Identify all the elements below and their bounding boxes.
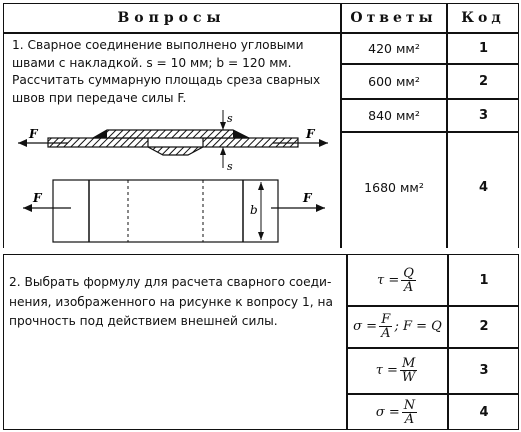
formula-4 xyxy=(348,394,447,430)
side-view xyxy=(18,110,328,168)
formula-lhs: τ = xyxy=(375,363,398,378)
formula-3 xyxy=(348,348,447,393)
question-2-line: прочность под действием внешней силы. xyxy=(9,314,278,328)
force-label-right: F xyxy=(306,127,315,141)
formula-lhs: σ = xyxy=(353,319,378,334)
fraction xyxy=(401,267,416,294)
force-label-left: F xyxy=(29,127,38,141)
question-1-line: швами с накладкой. s = 10 мм; b = 120 мм. xyxy=(12,55,292,70)
question-2-text xyxy=(9,273,344,332)
code-1: 1 xyxy=(478,40,489,56)
fraction xyxy=(402,399,417,426)
force-label-right-plan: F xyxy=(303,191,312,205)
force-label-left-plan: F xyxy=(33,191,42,205)
question-1-line: 1. Сварное соединение выполнено угловыми xyxy=(12,38,304,52)
denominator: A xyxy=(403,280,414,295)
numerator: N xyxy=(403,397,416,413)
denominator: A xyxy=(404,411,415,427)
formula-2 xyxy=(348,306,447,347)
header-answers: Ответы xyxy=(350,10,437,26)
answer-2: 600 мм² xyxy=(368,73,420,89)
weld-joint-figure xyxy=(3,108,343,248)
width-label: b xyxy=(250,203,258,217)
code-2: 2 xyxy=(479,319,489,334)
code-2: 2 xyxy=(478,73,489,89)
code-4: 4 xyxy=(478,179,489,195)
code-1: 1 xyxy=(479,273,489,288)
fraction xyxy=(400,357,417,384)
code-3: 3 xyxy=(479,363,489,378)
code-3: 3 xyxy=(478,107,489,123)
denominator: W xyxy=(401,370,416,385)
question-1-line: швов при передаче силы F. xyxy=(12,90,187,105)
formula-1 xyxy=(348,256,447,305)
question-2-line: нения, изображенного на рисунке к вопросу 1, на xyxy=(9,294,333,309)
formula-lhs: τ = xyxy=(377,273,400,288)
thickness-label-top: s xyxy=(227,112,233,125)
fraction xyxy=(379,313,392,340)
answer-3: 840 мм² xyxy=(368,107,420,123)
answer-1: 420 мм² xyxy=(368,40,420,56)
denominator: A xyxy=(381,326,391,341)
header-code: Код xyxy=(461,10,505,26)
formula-tail: ; F = Q xyxy=(394,319,442,334)
formula-lhs: σ = xyxy=(375,404,400,420)
numerator: M xyxy=(401,356,416,371)
answer-4: 1680 мм² xyxy=(364,179,424,195)
question-1-line: Рассчитать суммарную площадь среза сварных xyxy=(12,73,321,87)
numerator: F xyxy=(381,312,391,327)
numerator: Q xyxy=(403,266,414,281)
header-questions: Вопросы xyxy=(117,10,226,26)
question-1-text xyxy=(12,37,337,107)
question-2-line: 2. Выбрать формулу для расчета сварного соеди- xyxy=(9,275,332,289)
thickness-label-bottom: s xyxy=(227,160,233,173)
code-4: 4 xyxy=(479,404,489,420)
plan-view xyxy=(23,180,325,242)
